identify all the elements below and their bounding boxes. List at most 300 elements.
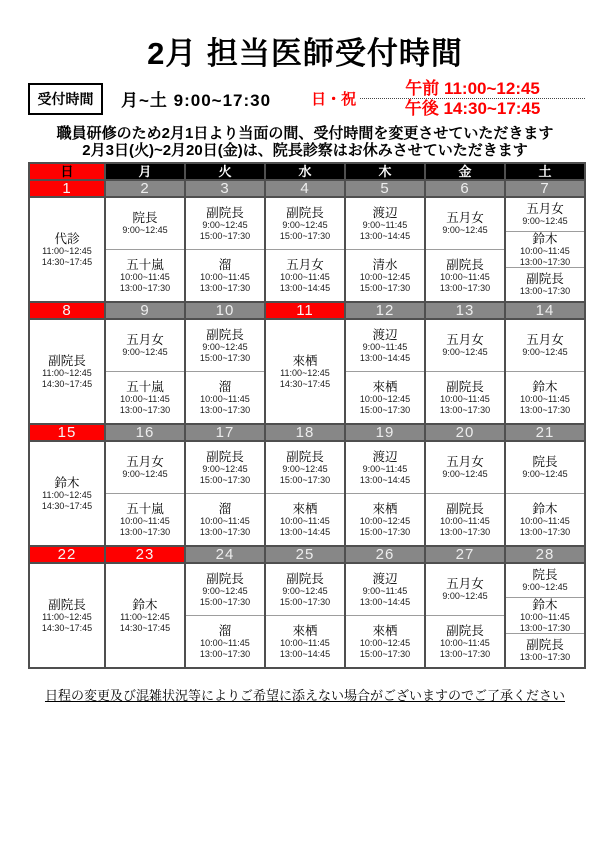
doctor-name: 五月女 [126, 455, 164, 470]
day-cell [345, 319, 425, 424]
time-range: 10:00~11:45 [280, 272, 330, 282]
day-cell-slots [426, 442, 504, 545]
time-range: 9:00~12:45 [522, 582, 568, 593]
page-title: 2月 担当医師受付時間 [147, 36, 463, 71]
date-cell: 17 [185, 424, 265, 441]
time-range: 9:00~12:45 [442, 591, 488, 602]
doctor-slot [506, 371, 584, 423]
time-range: 9:00~12:45 [442, 225, 488, 236]
doctor-name: 副院長 [526, 272, 564, 287]
doctor-name: 五十嵐 [126, 380, 164, 394]
day-cell [425, 563, 505, 668]
time-range: 11:00~12:45 [42, 490, 92, 500]
doctor-name: 院長 [532, 568, 558, 583]
day-cell [345, 197, 425, 302]
doctor-slot [506, 633, 584, 667]
week-content-row [29, 197, 585, 302]
doctor-slot [186, 564, 264, 615]
time-range: 15:00~17:30 [199, 230, 251, 241]
time-range: 13:00~17:30 [519, 256, 571, 267]
time-range: 9:00~12:45 [202, 464, 248, 474]
footer-note: 日程の変更及び混雑状況等によりご希望に添えない場合がございますのでご了承ください [44, 688, 565, 703]
doctor-slot [186, 320, 264, 371]
time-range: 13:00~17:30 [439, 282, 491, 293]
date-row [29, 546, 585, 563]
day-cell-slots [426, 320, 504, 423]
doctor-name: 五十嵐 [126, 502, 164, 516]
doctor-name: 五月女 [526, 333, 564, 348]
doctor-slot [506, 198, 584, 231]
notice-line-1: 職員研修のため2月1日より当面の間、受付時間を変更させていただきます [56, 125, 554, 142]
day-cell [505, 563, 585, 668]
date-cell: 28 [505, 546, 585, 563]
doctor-name: 來栖 [292, 624, 318, 638]
time-range: 14:30~17:45 [41, 500, 93, 511]
doctor-slot [506, 564, 584, 597]
weekday-header-cell: 木 [345, 163, 425, 180]
time-range: 15:00~17:30 [199, 474, 251, 485]
time-range: 10:00~11:45 [520, 612, 570, 622]
doctor-slot [506, 231, 584, 267]
time-range: 15:00~17:30 [279, 474, 331, 485]
date-cell: 19 [345, 424, 425, 441]
day-cell [185, 441, 265, 546]
date-cell: 1 [29, 180, 105, 197]
doctor-slot [106, 371, 184, 423]
doctor-name: 五月女 [446, 455, 484, 470]
day-cell [185, 319, 265, 424]
doctor-slot [266, 320, 344, 423]
time-range: 10:00~11:45 [280, 516, 330, 526]
weekday-header-row [29, 163, 585, 180]
doctor-slot [426, 493, 504, 545]
date-cell: 21 [505, 424, 585, 441]
date-cell: 15 [29, 424, 105, 441]
doctor-name: 副院長 [286, 450, 324, 464]
doctor-slot [106, 320, 184, 371]
day-cell [29, 563, 105, 668]
time-range: 10:00~12:45 [359, 516, 411, 526]
doctor-slot [186, 198, 264, 249]
doctor-name: 副院長 [446, 380, 484, 394]
doctor-name: 來栖 [292, 502, 318, 516]
time-range: 13:00~14:45 [279, 282, 331, 293]
doctor-name: 鈴木 [132, 598, 158, 612]
day-cell-slots [106, 320, 184, 423]
weekday-header-cell: 火 [185, 163, 265, 180]
weekday-header-cell: 金 [425, 163, 505, 180]
date-cell: 5 [345, 180, 425, 197]
date-cell: 7 [505, 180, 585, 197]
doctor-slot [346, 198, 424, 249]
time-range: 15:00~17:30 [199, 352, 251, 363]
date-cell: 11 [265, 302, 345, 319]
time-range: 11:00~12:45 [280, 368, 330, 378]
day-cell [425, 319, 505, 424]
holiday-hours-block [360, 79, 585, 118]
time-range: 10:00~11:45 [280, 638, 330, 648]
week-content-row [29, 563, 585, 668]
day-cell-slots [186, 320, 264, 423]
time-range: 13:00~14:45 [279, 648, 331, 659]
day-cell-slots [266, 442, 344, 545]
day-cell-slots [346, 320, 424, 423]
day-cell-slots [106, 198, 184, 301]
time-range: 13:00~14:45 [359, 230, 411, 241]
doctor-slot [346, 320, 424, 371]
doctor-name: 副院長 [526, 638, 564, 653]
doctor-name: 五月女 [446, 333, 484, 348]
day-cell-slots [506, 442, 584, 545]
time-range: 9:00~12:45 [522, 469, 568, 480]
weekday-header-cell: 月 [105, 163, 185, 180]
time-range: 10:00~12:45 [359, 272, 411, 282]
date-cell: 3 [185, 180, 265, 197]
calendar-wrapper [28, 162, 586, 669]
date-cell: 6 [425, 180, 505, 197]
day-cell [105, 319, 185, 424]
doctor-slot [266, 564, 344, 615]
reception-hours-label: 受付時間 [37, 90, 94, 107]
time-range: 10:00~11:45 [200, 638, 250, 648]
day-cell [265, 563, 345, 668]
doctor-slot [426, 371, 504, 423]
time-range: 9:00~12:45 [202, 220, 248, 230]
time-range: 9:00~12:45 [522, 347, 568, 358]
time-range: 9:00~12:45 [282, 464, 328, 474]
time-range: 13:00~17:30 [519, 404, 571, 415]
doctor-name: 鈴木 [532, 380, 558, 394]
doctor-name: 副院長 [446, 502, 484, 516]
day-cell [185, 563, 265, 668]
time-range: 10:00~11:45 [200, 516, 250, 526]
doctor-name: 五十嵐 [126, 258, 164, 272]
date-cell: 22 [29, 546, 105, 563]
doctor-slot [346, 493, 424, 545]
time-range: 13:00~17:30 [199, 648, 251, 659]
doctor-slot [106, 564, 184, 667]
doctor-slot [186, 371, 264, 423]
doctor-name: 鈴木 [532, 598, 558, 612]
time-range: 10:00~11:45 [520, 394, 570, 404]
date-cell: 8 [29, 302, 105, 319]
date-cell: 16 [105, 424, 185, 441]
doctor-name: 副院長 [206, 572, 244, 586]
time-range: 13:00~17:30 [119, 526, 171, 537]
doctor-slot [106, 198, 184, 249]
doctor-name: 代診 [54, 232, 80, 246]
date-cell: 25 [265, 546, 345, 563]
doctor-name: 五月女 [446, 577, 484, 592]
doctor-slot [426, 249, 504, 301]
doctor-name: 副院長 [286, 572, 324, 586]
doctor-name: 渡辺 [372, 572, 398, 586]
doctor-name: 渡辺 [372, 328, 398, 342]
day-cell [265, 319, 345, 424]
date-cell: 18 [265, 424, 345, 441]
time-range: 13:00~17:30 [119, 404, 171, 415]
date-cell: 26 [345, 546, 425, 563]
doctor-name: 來栖 [292, 354, 318, 368]
time-range: 9:00~11:45 [362, 342, 408, 352]
doctor-slot [266, 493, 344, 545]
day-cell [29, 197, 105, 302]
doctor-slot [346, 371, 424, 423]
doctor-slot [346, 249, 424, 301]
day-cell-slots [346, 564, 424, 667]
date-cell: 27 [425, 546, 505, 563]
time-range: 13:00~14:45 [359, 474, 411, 485]
date-cell: 12 [345, 302, 425, 319]
date-cell: 13 [425, 302, 505, 319]
doctor-slot [186, 615, 264, 667]
time-range: 13:00~17:30 [199, 404, 251, 415]
doctor-name: 副院長 [446, 624, 484, 638]
week-content-row [29, 319, 585, 424]
date-cell: 2 [105, 180, 185, 197]
time-range: 9:00~12:45 [442, 347, 488, 358]
day-cell [29, 319, 105, 424]
holiday-pm-hours: 午後 14:30~17:45 [404, 99, 541, 118]
time-range: 10:00~12:45 [359, 638, 411, 648]
day-cell [265, 197, 345, 302]
reception-hours-label-box [28, 83, 103, 115]
date-cell: 20 [425, 424, 505, 441]
time-range: 13:00~17:30 [439, 648, 491, 659]
doctor-slot [266, 442, 344, 493]
day-cell-slots [506, 198, 584, 301]
time-range: 10:00~11:45 [520, 516, 570, 526]
doctor-name: 溜 [218, 258, 232, 272]
doctor-slot [506, 320, 584, 371]
day-cell-slots [506, 564, 584, 667]
time-range: 9:00~12:45 [282, 586, 328, 596]
date-cell: 9 [105, 302, 185, 319]
day-cell-slots [266, 564, 344, 667]
doctor-name: 鈴木 [54, 476, 80, 490]
doctor-name: 五月女 [286, 258, 324, 272]
doctor-name: 副院長 [48, 598, 86, 612]
doctor-name: 院長 [132, 211, 158, 226]
date-cell: 24 [185, 546, 265, 563]
holiday-label: 日・祝 [311, 91, 357, 108]
time-range: 15:00~17:30 [359, 404, 411, 415]
day-cell-slots [106, 442, 184, 545]
time-range: 13:00~17:30 [519, 286, 571, 297]
time-range: 14:30~17:45 [279, 378, 331, 389]
day-cell-slots [186, 198, 264, 301]
date-cell: 23 [105, 546, 185, 563]
date-cell: 4 [265, 180, 345, 197]
time-range: 10:00~11:45 [440, 516, 490, 526]
doctor-slot [346, 615, 424, 667]
weekday-header-cell: 日 [29, 163, 105, 180]
time-range: 11:00~12:45 [42, 246, 92, 256]
weekday-header-cell: 土 [505, 163, 585, 180]
time-range: 13:00~17:30 [199, 526, 251, 537]
time-range: 15:00~17:30 [279, 230, 331, 241]
day-cell [105, 197, 185, 302]
doctor-slot [506, 267, 584, 301]
time-range: 15:00~17:30 [279, 596, 331, 607]
time-range: 15:00~17:30 [359, 282, 411, 293]
doctor-slot [506, 597, 584, 633]
doctor-slot [266, 198, 344, 249]
day-cell-slots [426, 198, 504, 301]
doctor-slot [506, 493, 584, 545]
doctor-slot [426, 320, 504, 371]
day-cell [185, 197, 265, 302]
time-range: 10:00~11:45 [200, 272, 250, 282]
day-cell [265, 441, 345, 546]
time-range: 14:30~17:45 [119, 622, 171, 633]
doctor-slot [30, 320, 104, 423]
doctor-slot [30, 198, 104, 301]
day-cell [505, 319, 585, 424]
time-range: 13:00~14:45 [279, 526, 331, 537]
time-range: 10:00~11:45 [440, 638, 490, 648]
day-cell-slots [346, 198, 424, 301]
doctor-name: 溜 [218, 502, 232, 516]
day-cell [345, 441, 425, 546]
time-range: 9:00~12:45 [522, 216, 568, 227]
day-cell [345, 563, 425, 668]
doctor-slot [186, 442, 264, 493]
time-range: 10:00~12:45 [359, 394, 411, 404]
doctor-slot [426, 198, 504, 249]
day-cell [505, 197, 585, 302]
doctor-slot [30, 442, 104, 545]
doctor-slot [106, 493, 184, 545]
doctor-slot [266, 615, 344, 667]
day-cell-slots [426, 564, 504, 667]
time-range: 13:00~14:45 [359, 596, 411, 607]
weekday-hours: 月~土 9:00~17:30 [121, 91, 272, 110]
doctor-name: 院長 [532, 455, 558, 470]
day-cell [105, 563, 185, 668]
date-cell: 14 [505, 302, 585, 319]
doctor-name: 副院長 [206, 206, 244, 220]
doctor-name: 來栖 [372, 502, 398, 516]
doctor-slot [186, 493, 264, 545]
date-row [29, 424, 585, 441]
time-range: 9:00~12:45 [202, 342, 248, 352]
time-range: 14:30~17:45 [41, 256, 93, 267]
doctor-name: 五月女 [446, 211, 484, 226]
doctor-name: 副院長 [206, 450, 244, 464]
doctor-slot [346, 564, 424, 615]
day-cell-slots [30, 320, 104, 423]
date-row [29, 180, 585, 197]
day-cell-slots [186, 564, 264, 667]
time-range: 10:00~11:45 [120, 272, 170, 282]
doctor-slot [106, 442, 184, 493]
time-range: 9:00~11:45 [362, 464, 408, 474]
time-range: 9:00~11:45 [362, 220, 408, 230]
week-content-row [29, 441, 585, 546]
day-cell-slots [30, 564, 104, 667]
time-range: 13:00~14:45 [359, 352, 411, 363]
doctor-name: 五月女 [126, 333, 164, 348]
time-range: 11:00~12:45 [120, 612, 170, 622]
time-range: 13:00~17:30 [439, 526, 491, 537]
time-range: 9:00~12:45 [122, 225, 168, 236]
date-cell: 10 [185, 302, 265, 319]
weekday-header-cell: 水 [265, 163, 345, 180]
time-range: 15:00~17:30 [359, 526, 411, 537]
time-range: 9:00~11:45 [362, 586, 408, 596]
day-cell [425, 441, 505, 546]
time-range: 9:00~12:45 [202, 586, 248, 596]
doctor-name: 渡辺 [372, 206, 398, 220]
time-range: 11:00~12:45 [42, 368, 92, 378]
time-range: 10:00~11:45 [120, 516, 170, 526]
day-cell [29, 441, 105, 546]
doctor-name: 溜 [218, 380, 232, 394]
doctor-slot [426, 615, 504, 667]
time-range: 10:00~11:45 [520, 246, 570, 256]
day-cell-slots [186, 442, 264, 545]
day-cell [505, 441, 585, 546]
notice-block [0, 125, 610, 159]
doctor-slot [266, 249, 344, 301]
doctor-slot [346, 442, 424, 493]
time-range: 10:00~11:45 [440, 272, 490, 282]
time-range: 13:00~17:30 [119, 282, 171, 293]
holiday-am-hours: 午前 11:00~12:45 [405, 79, 540, 98]
day-cell-slots [30, 442, 104, 545]
time-range: 9:00~12:45 [282, 220, 328, 230]
doctor-slot [426, 442, 504, 493]
day-cell-slots [266, 198, 344, 301]
doctor-name: 副院長 [48, 354, 86, 368]
doctor-name: 鈴木 [532, 502, 558, 516]
doctor-name: 來栖 [372, 380, 398, 394]
day-cell-slots [106, 564, 184, 667]
time-range: 13:00~17:30 [519, 622, 571, 633]
day-cell-slots [30, 198, 104, 301]
time-range: 10:00~11:45 [120, 394, 170, 404]
time-range: 15:00~17:30 [199, 596, 251, 607]
time-range: 9:00~12:45 [122, 347, 168, 358]
doctor-slot [186, 249, 264, 301]
time-range: 13:00~17:30 [519, 652, 571, 663]
day-cell-slots [506, 320, 584, 423]
doctor-slot [30, 564, 104, 667]
doctor-name: 副院長 [206, 328, 244, 342]
doctor-slot [506, 442, 584, 493]
day-cell [425, 197, 505, 302]
day-cell-slots [266, 320, 344, 423]
doctor-name: 清水 [372, 258, 398, 272]
doctor-name: 渡辺 [372, 450, 398, 464]
doctor-name: 五月女 [526, 202, 564, 217]
doctor-name: 副院長 [286, 206, 324, 220]
time-range: 13:00~17:30 [199, 282, 251, 293]
time-range: 15:00~17:30 [359, 648, 411, 659]
day-cell [105, 441, 185, 546]
date-row [29, 302, 585, 319]
doctor-name: 來栖 [372, 624, 398, 638]
time-range: 14:30~17:45 [41, 378, 93, 389]
doctor-name: 鈴木 [532, 232, 558, 246]
calendar-table [28, 162, 586, 669]
time-range: 13:00~17:30 [519, 526, 571, 537]
time-range: 10:00~11:45 [200, 394, 250, 404]
reception-hours-strip [28, 79, 585, 118]
doctor-name: 副院長 [446, 258, 484, 272]
doctor-name: 溜 [218, 624, 232, 638]
